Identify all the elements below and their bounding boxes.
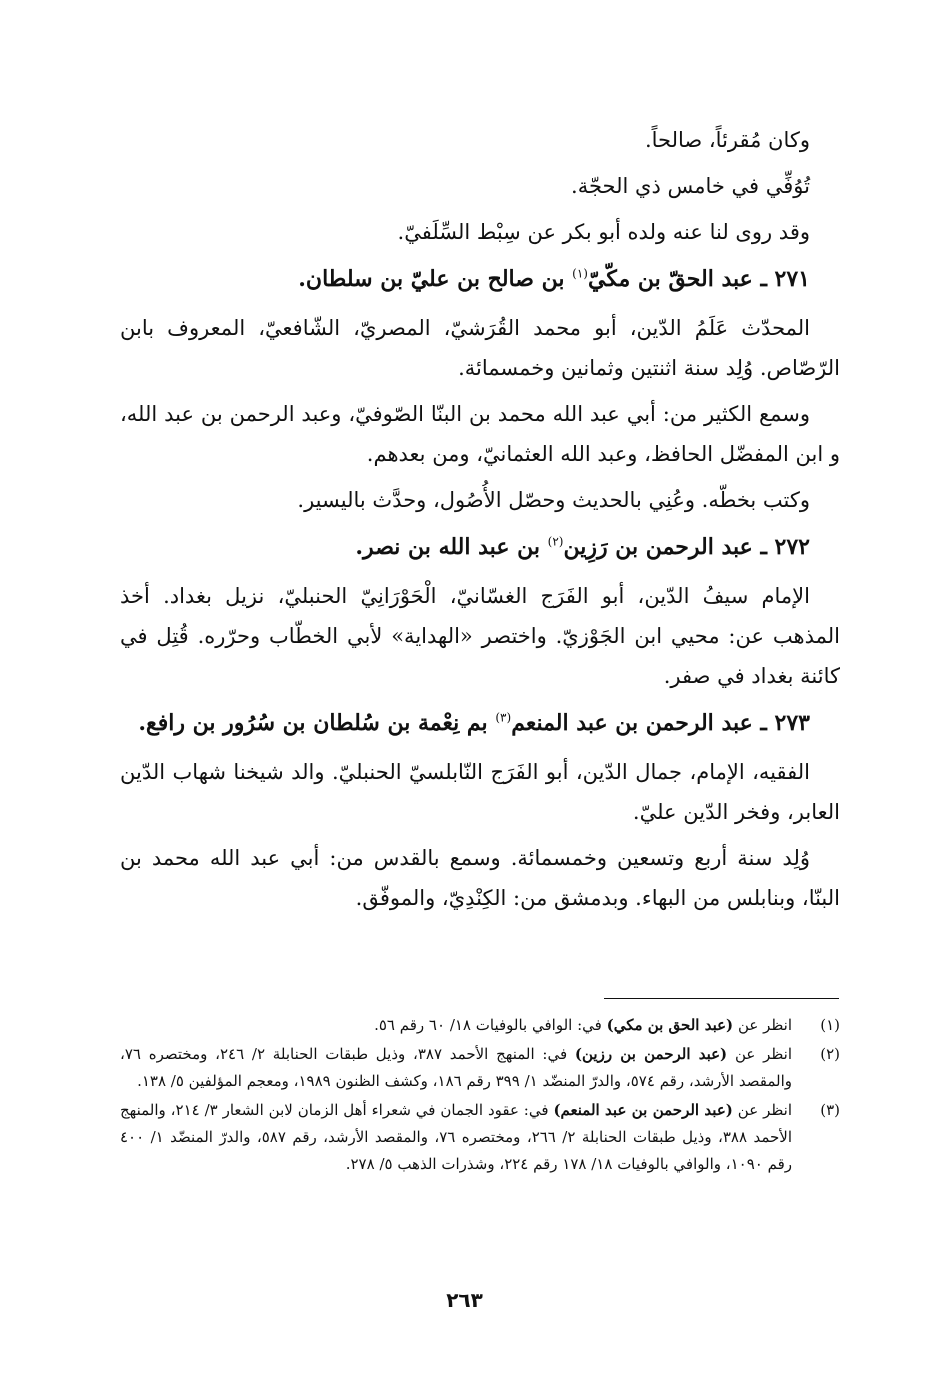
heading-text: ٢٧٣ ـ عبد الرحمن بن عبد المنعم <box>511 710 810 736</box>
paragraph: وسمع الكثير من: أبي عبد الله محمد بن البنّا الصّوفيّ، وعبد الرحمن بن عبد الله، و ابن المفضّل الحافظ، وعبد الله العثمانيّ، ومن بعدهم. <box>120 402 840 466</box>
footnote-subject: (عبد الرحمن بن عبد المنعم) <box>553 1101 733 1119</box>
footnote-separator <box>604 998 839 999</box>
footnote-number: (٣) <box>820 1101 840 1119</box>
footnote-text: انظر عن <box>737 1101 792 1119</box>
footnote-body <box>120 1097 792 1178</box>
footnote-marker: (٢) <box>547 534 564 549</box>
footnote-text: في: المنهج الأحمد ٣٨٧، وذيل طبقات الحنابلة ٢/ ٢٤٦، ومختصره ٧٦، والمقصد الأرشد، رقم ٥٧٤، والدرّ المنضّد ١/ ٣٩٩ رقم ١٨٦، وكشف الظنون ١٩٨٩، ومعجم المؤلفين ٥/ ١٣٨. <box>120 1045 792 1090</box>
entry-heading-273 <box>120 702 840 744</box>
heading-text: ٢٧٢ ـ عبد الرحمن بن رَزِين <box>563 534 810 560</box>
footnote-marker: (١) <box>572 266 588 281</box>
footnote-marker: (٣) <box>495 710 512 725</box>
footnote <box>120 1041 840 1095</box>
paragraph: وكتب بخطّه. وعُنِي بالحديث وحصّل الأُصُول، وحدَّث باليسير. <box>297 488 810 512</box>
entry-heading-272 <box>120 526 840 568</box>
heading-text: بم نِعْمة بن سُلطان بن سُرُور بن رافع. <box>138 710 488 736</box>
footnote-number: (١) <box>820 1016 840 1034</box>
heading-text: بن صالح بن عليّ بن سلطان. <box>298 266 565 292</box>
footnote-subject: (عبد الحق بن مكي) <box>606 1016 734 1034</box>
heading-text: بن عبد الله بن نصر. <box>355 534 540 560</box>
paragraph: وقد روى لنا عنه ولده أبو بكر عن سِبْط السِّلَفيّ. <box>397 220 810 244</box>
footnote <box>120 1097 840 1178</box>
footnotes <box>120 1012 840 1180</box>
footnote-text: في: عقود الجمان في شعراء أهل الزمان لابن الشعار ٣/ ٢١٤، والمنهج الأحمد ٣٨٨، وذيل طبقات الحنابلة ٢/ ٢٦٦، ومختصره ٧٦، والمقصد الأرشد، رقم ٥٨٧، والدرّ المنضّد ١/ ٤٠٠ رقم ١٠٩٠، والوافي بالوفيات ١٨/ ١٧٨ رقم ٢٢٤، وشذرات الذهب ٥/ ٢٧٨. <box>120 1101 792 1173</box>
main-text <box>120 120 840 924</box>
paragraph: وُلِد سنة أربع وتسعين وخمسمائة. وسمع بالقدس من: أبي عبد الله محمد بن البنّا، وبنابلس من البهاء. وبدمشق من: الكِنْدِيّ، والموفّق. <box>120 846 840 910</box>
footnote-body <box>120 1041 792 1095</box>
footnote <box>120 1012 840 1039</box>
footnote-text: في: الوافي بالوفيات ١٨/ ٦٠ رقم ٥٦. <box>374 1016 602 1034</box>
paragraph: تُوُفِّي في خامس ذي الحجّة. <box>571 174 810 198</box>
footnote-number: (٢) <box>820 1045 840 1063</box>
footnote-body <box>120 1012 792 1039</box>
entry-heading-271 <box>120 258 840 300</box>
footnote-text: انظر عن <box>737 1016 792 1034</box>
paragraph: الفقيه، الإمام، جمال الدّين، أبو الفَرَج النّابلسيّ الحنبليّ. والد شيخنا شهاب الدّين العابر، وفخر الدّين عليّ. <box>120 760 840 824</box>
footnote-text: انظر عن <box>734 1045 792 1063</box>
page-number: ٢٦٣ <box>446 1288 483 1312</box>
paragraph: الإمام سيفُ الدّين، أبو الفَرَج الغسّانيّ، الْحَوْرَانِيّ الحنبليّ، نزيل بغداد. أخذ المذهب عن: محيي ابن الجَوْزيّ. واختصر «الهداية» لأبي الخطّاب وحرّره. قُتِل في كائنة بغداد في صفر. <box>120 584 840 688</box>
heading-text: ٢٧١ ـ عبد الحقّ بن مكّيّ <box>587 266 810 292</box>
paragraph: المحدّث عَلَمُ الدّين، أبو محمد القُرَشيّ، المصريّ، الشّافعيّ، المعروف بابن الرّصّاص. وُلِد سنة اثنتين وثمانين وخمسمائة. <box>120 316 840 380</box>
paragraph: وكان مُقرئاً، صالحاً. <box>644 128 810 152</box>
footnote-subject: (عبد الرحمن بن رزين) <box>574 1045 728 1063</box>
